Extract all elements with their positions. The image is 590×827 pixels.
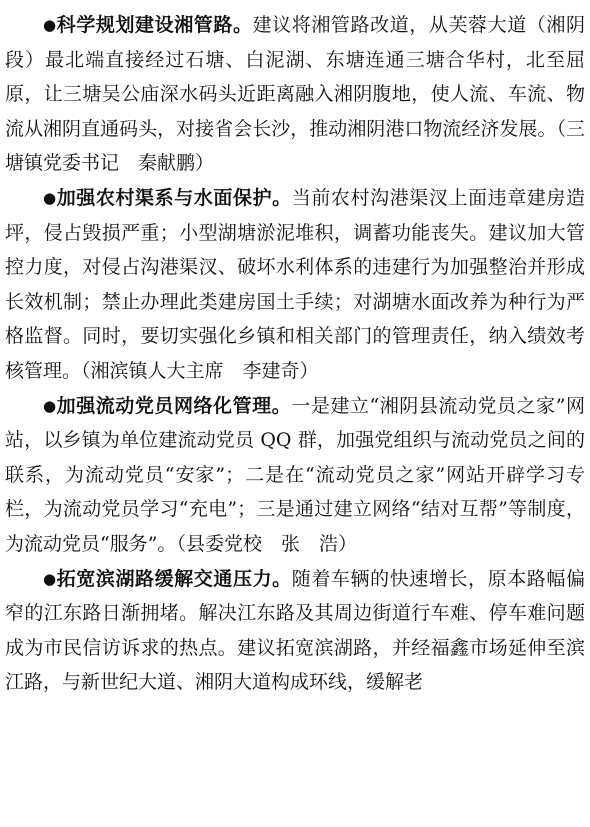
proposal-attribution: （县委党校 张 浩）	[176, 532, 357, 555]
proposal-attribution: （湘滨镇人大主席 李建奇）	[81, 359, 319, 382]
proposal-heading: 科学规划建设湘管路。	[56, 14, 253, 36]
proposal-body: 一是建立“湘阴县流动党员之家”网站，以乡镇为单位建流动党员 QQ 群，加强党组织与流动党员之间的联系，为流动党员“安家”；二是在“流动党员之家”网站开辟学习专栏，为流动党员学习“充电”；三是通过建立网络“结对互帮”等制度，为流动党员“服务”。	[5, 394, 585, 555]
proposal-paragraph-1	[5, 8, 585, 181]
proposal-heading: 加强流动党员网络化管理。	[56, 394, 292, 417]
bullet-icon: ●	[43, 188, 57, 207]
proposal-attribution: （三塘镇党委书记 秦献鹏）	[5, 117, 585, 175]
proposal-paragraph-2	[5, 181, 585, 389]
bullet-icon: ●	[43, 396, 57, 415]
document-page	[5, 8, 585, 700]
proposal-paragraph-3	[5, 389, 585, 562]
proposal-body: 当前农村沟港渠汊上面违章建房造坪，侵占毁损严重；小型湖塘淤泥堆积，调蓄功能丧失。建议加大管控力度，对侵占沟港渠汊、破坏水利体系的违建行为加强整治并形成长效机制；禁止办理此类建房国土手续；对湖塘水面改养为种行为严格监督。同时，要切实强化乡镇和相关部门的管理责任，纳入绩效考核管理。	[5, 186, 585, 382]
proposal-body: 随着车辆的快速增长，原本路幅偏窄的江东路日渐拥堵。解决江东路及其周边街道行车难、停车难问题成为市民信访诉求的热点。建议拓宽滨湖路，并经福鑫市场延伸至滨江路，与新世纪大道、湘阴大道构成环线，缓解老	[5, 567, 585, 694]
proposal-body: 建议将湘管路改道，从芙蓉大道（湘阴段）最北端直接经过石塘、白泥湖、东塘连通三塘合华村，北至屈原，让三塘吴公庙深水码头近距离融入湘阴腹地，使人流、车流、物流从湘阴直通码头，对接省会长沙，推动湘阴港口物流经济发展。	[5, 14, 585, 140]
proposal-heading: 拓宽滨湖路缓解交通压力。	[56, 567, 292, 590]
bullet-icon: ●	[43, 569, 57, 588]
proposal-heading: 加强农村渠系与水面保护。	[56, 186, 292, 209]
bullet-icon: ●	[43, 16, 57, 34]
proposal-paragraph-4	[5, 562, 585, 700]
